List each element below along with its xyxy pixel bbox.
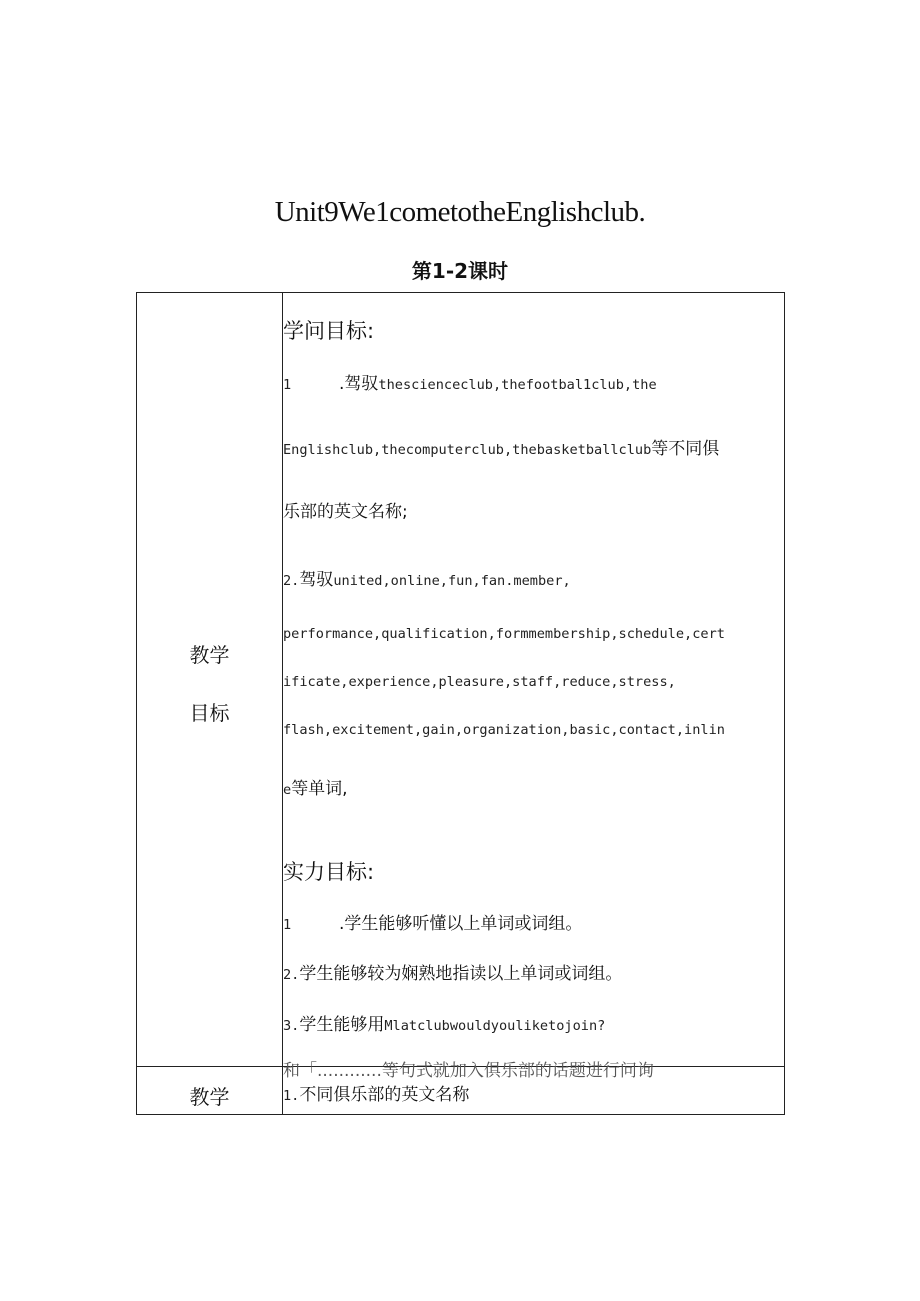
ability-item-3-cut-line: 和「............等句式就加入俱乐部的话题进行问询	[283, 1061, 654, 1081]
knowledge-item-1-end: 乐部的英文名称;	[283, 502, 408, 522]
knowledge-item-1-cont	[283, 434, 719, 459]
knowledge-item-1-clubs-cont: Englishclub,thecomputerclub,thebasketballclub	[283, 442, 652, 458]
ability-item-2-text: 学生能够较为娴熟地指读以上单词或词组。	[299, 964, 623, 984]
ability-item-3-question: Mlatclubwouldyouliketojoin?	[384, 1018, 606, 1034]
key-points-label: 教学	[189, 1085, 230, 1109]
vocab-line-5-zh: 等单词,	[291, 779, 348, 799]
ability-item-3	[283, 1010, 605, 1035]
lesson-plan-table	[136, 292, 785, 1115]
knowledge-item-1-clubs: thescienceclub,thefootbal1club,the	[378, 377, 657, 393]
key-point-item-1-text: 不同俱乐部的英文名称	[299, 1085, 470, 1105]
objectives-cell	[283, 293, 785, 1081]
lesson-subtitle: 第1-2课时	[411, 259, 509, 283]
vocab-line-3: ificate,experience,pleasure,staff,reduce,stress,	[283, 674, 676, 690]
knowledge-item-1-number: 1	[283, 377, 292, 393]
ability-item-3-number: 3.	[283, 1018, 300, 1034]
knowledge-item-2-number: 2.	[283, 573, 300, 589]
knowledge-item-1	[283, 369, 657, 394]
ability-item-1-text: .学生能够听懂以上单词或词组。	[339, 914, 583, 934]
ability-item-3-prefix: 学生能够用	[299, 1015, 385, 1035]
key-point-item-1-number: 1.	[283, 1088, 300, 1104]
vocab-line-5	[283, 774, 348, 799]
ability-item-2	[283, 959, 622, 984]
ability-item-2-number: 2.	[283, 967, 300, 983]
document-title: Unit9We1cometotheEnglishclub.	[274, 196, 646, 228]
vocab-line-2: performance,qualification,formmembership,schedule,cert	[283, 626, 725, 642]
vocab-line-5-en: e	[283, 782, 292, 798]
vocab-line-4: flash,excitement,gain,organization,basic,contact,inlin	[283, 722, 725, 738]
knowledge-item-2-words: united,online,fun,fan.member,	[333, 573, 571, 589]
knowledge-objectives-heading: 学问目标:	[283, 319, 375, 343]
ability-objectives-heading: 实力目标:	[283, 860, 375, 884]
ability-item-1-number: 1	[283, 917, 292, 933]
key-points-cell	[283, 1067, 785, 1114]
knowledge-item-1-prefix: .驾驭	[339, 374, 379, 394]
knowledge-item-2-prefix: 驾驭	[299, 570, 334, 590]
objectives-label-line2: 目标	[189, 701, 230, 725]
knowledge-item-2	[283, 565, 571, 590]
knowledge-item-1-tail: 等不同俱	[651, 439, 720, 459]
ability-item-1	[283, 909, 582, 934]
key-point-item-1	[283, 1080, 469, 1105]
objectives-label-line1: 教学	[189, 643, 230, 667]
